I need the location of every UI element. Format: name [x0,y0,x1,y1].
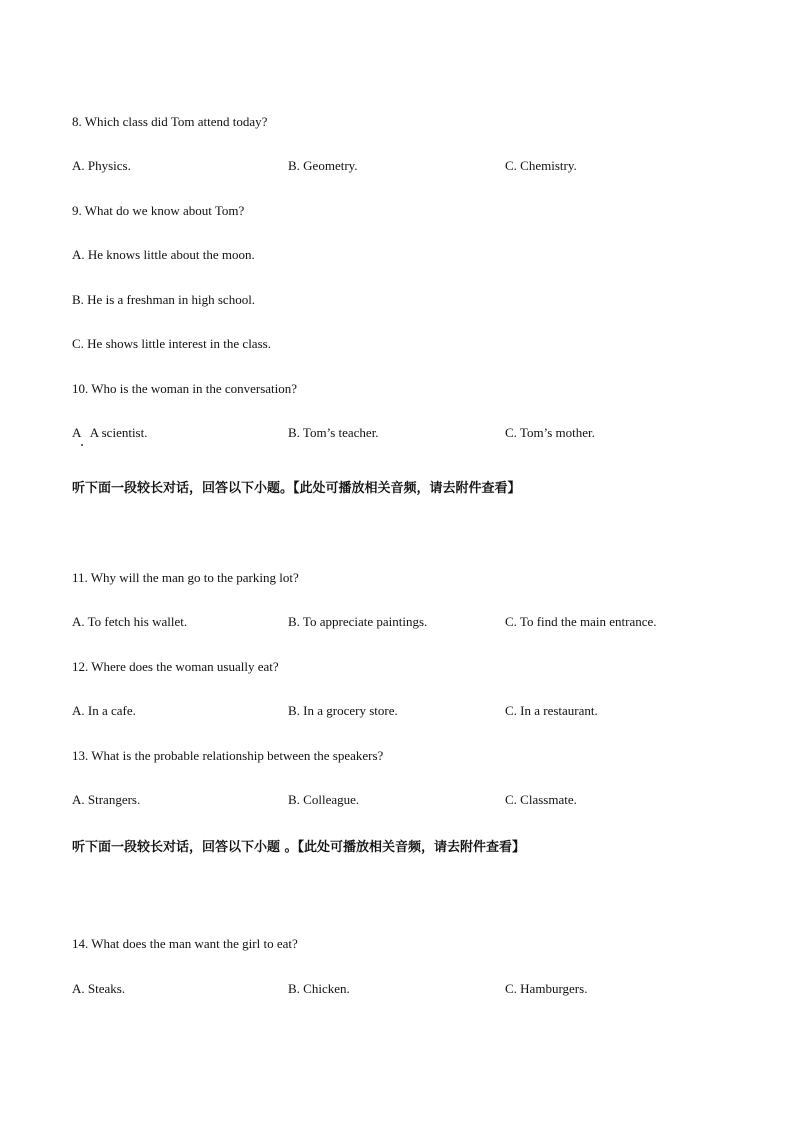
option-12a: A. In a cafe. [72,703,136,718]
section-instruction-1: 听下面一段较长对话，回答以下小题。【此处可播放相关音频，请去附件查看】 [72,481,521,496]
option-8c: C. Chemistry. [505,158,577,173]
option-12c: C. In a restaurant. [505,703,598,718]
option-10a: A A scientist. [72,425,148,440]
question-12-options [72,703,752,719]
section-instruction-2: 听下面一段较长对话，回答以下小题 。【此处可播放相关音频，请去附件查看】 [72,840,526,855]
question-8-options [72,158,752,174]
option-9b: B. He is a freshman in high school. [72,292,256,307]
question-9: 9. What do we know about Tom? [72,203,245,218]
option-13a: A. Strangers. [72,792,141,807]
question-11-options [72,614,752,630]
option-9c: C. He shows little interest in the class. [72,336,271,351]
question-14: 14. What does the man want the girl to eat? [72,936,298,951]
question-13: 13. What is the probable relationship between the speakers? [72,748,384,763]
option-9a: A. He knows little about the moon. [72,247,255,262]
option-14b: B. Chicken. [288,981,350,996]
question-13-options [72,792,752,808]
option-13c: C. Classmate. [505,792,577,807]
question-8: 8. Which class did Tom attend today? [72,114,268,129]
stray-dot-mark [81,444,83,446]
question-14-options [72,981,752,997]
option-10b: B. Tom’s teacher. [288,425,379,440]
question-10: 10. Who is the woman in the conversation? [72,381,298,396]
question-12: 12. Where does the woman usually eat? [72,659,279,674]
option-11b: B. To appreciate paintings. [288,614,428,629]
option-14a: A. Steaks. [72,981,126,996]
option-13b: B. Colleague. [288,792,360,807]
option-10c: C. Tom’s mother. [505,425,595,440]
question-11: 11. Why will the man go to the parking lot? [72,570,299,585]
option-11c: C. To find the main entrance. [505,614,657,629]
question-10-options [72,425,752,441]
option-8b: B. Geometry. [288,158,358,173]
option-12b: B. In a grocery store. [288,703,398,718]
option-8a: A. Physics. [72,158,131,173]
option-11a: A. To fetch his wallet. [72,614,188,629]
option-14c: C. Hamburgers. [505,981,588,996]
